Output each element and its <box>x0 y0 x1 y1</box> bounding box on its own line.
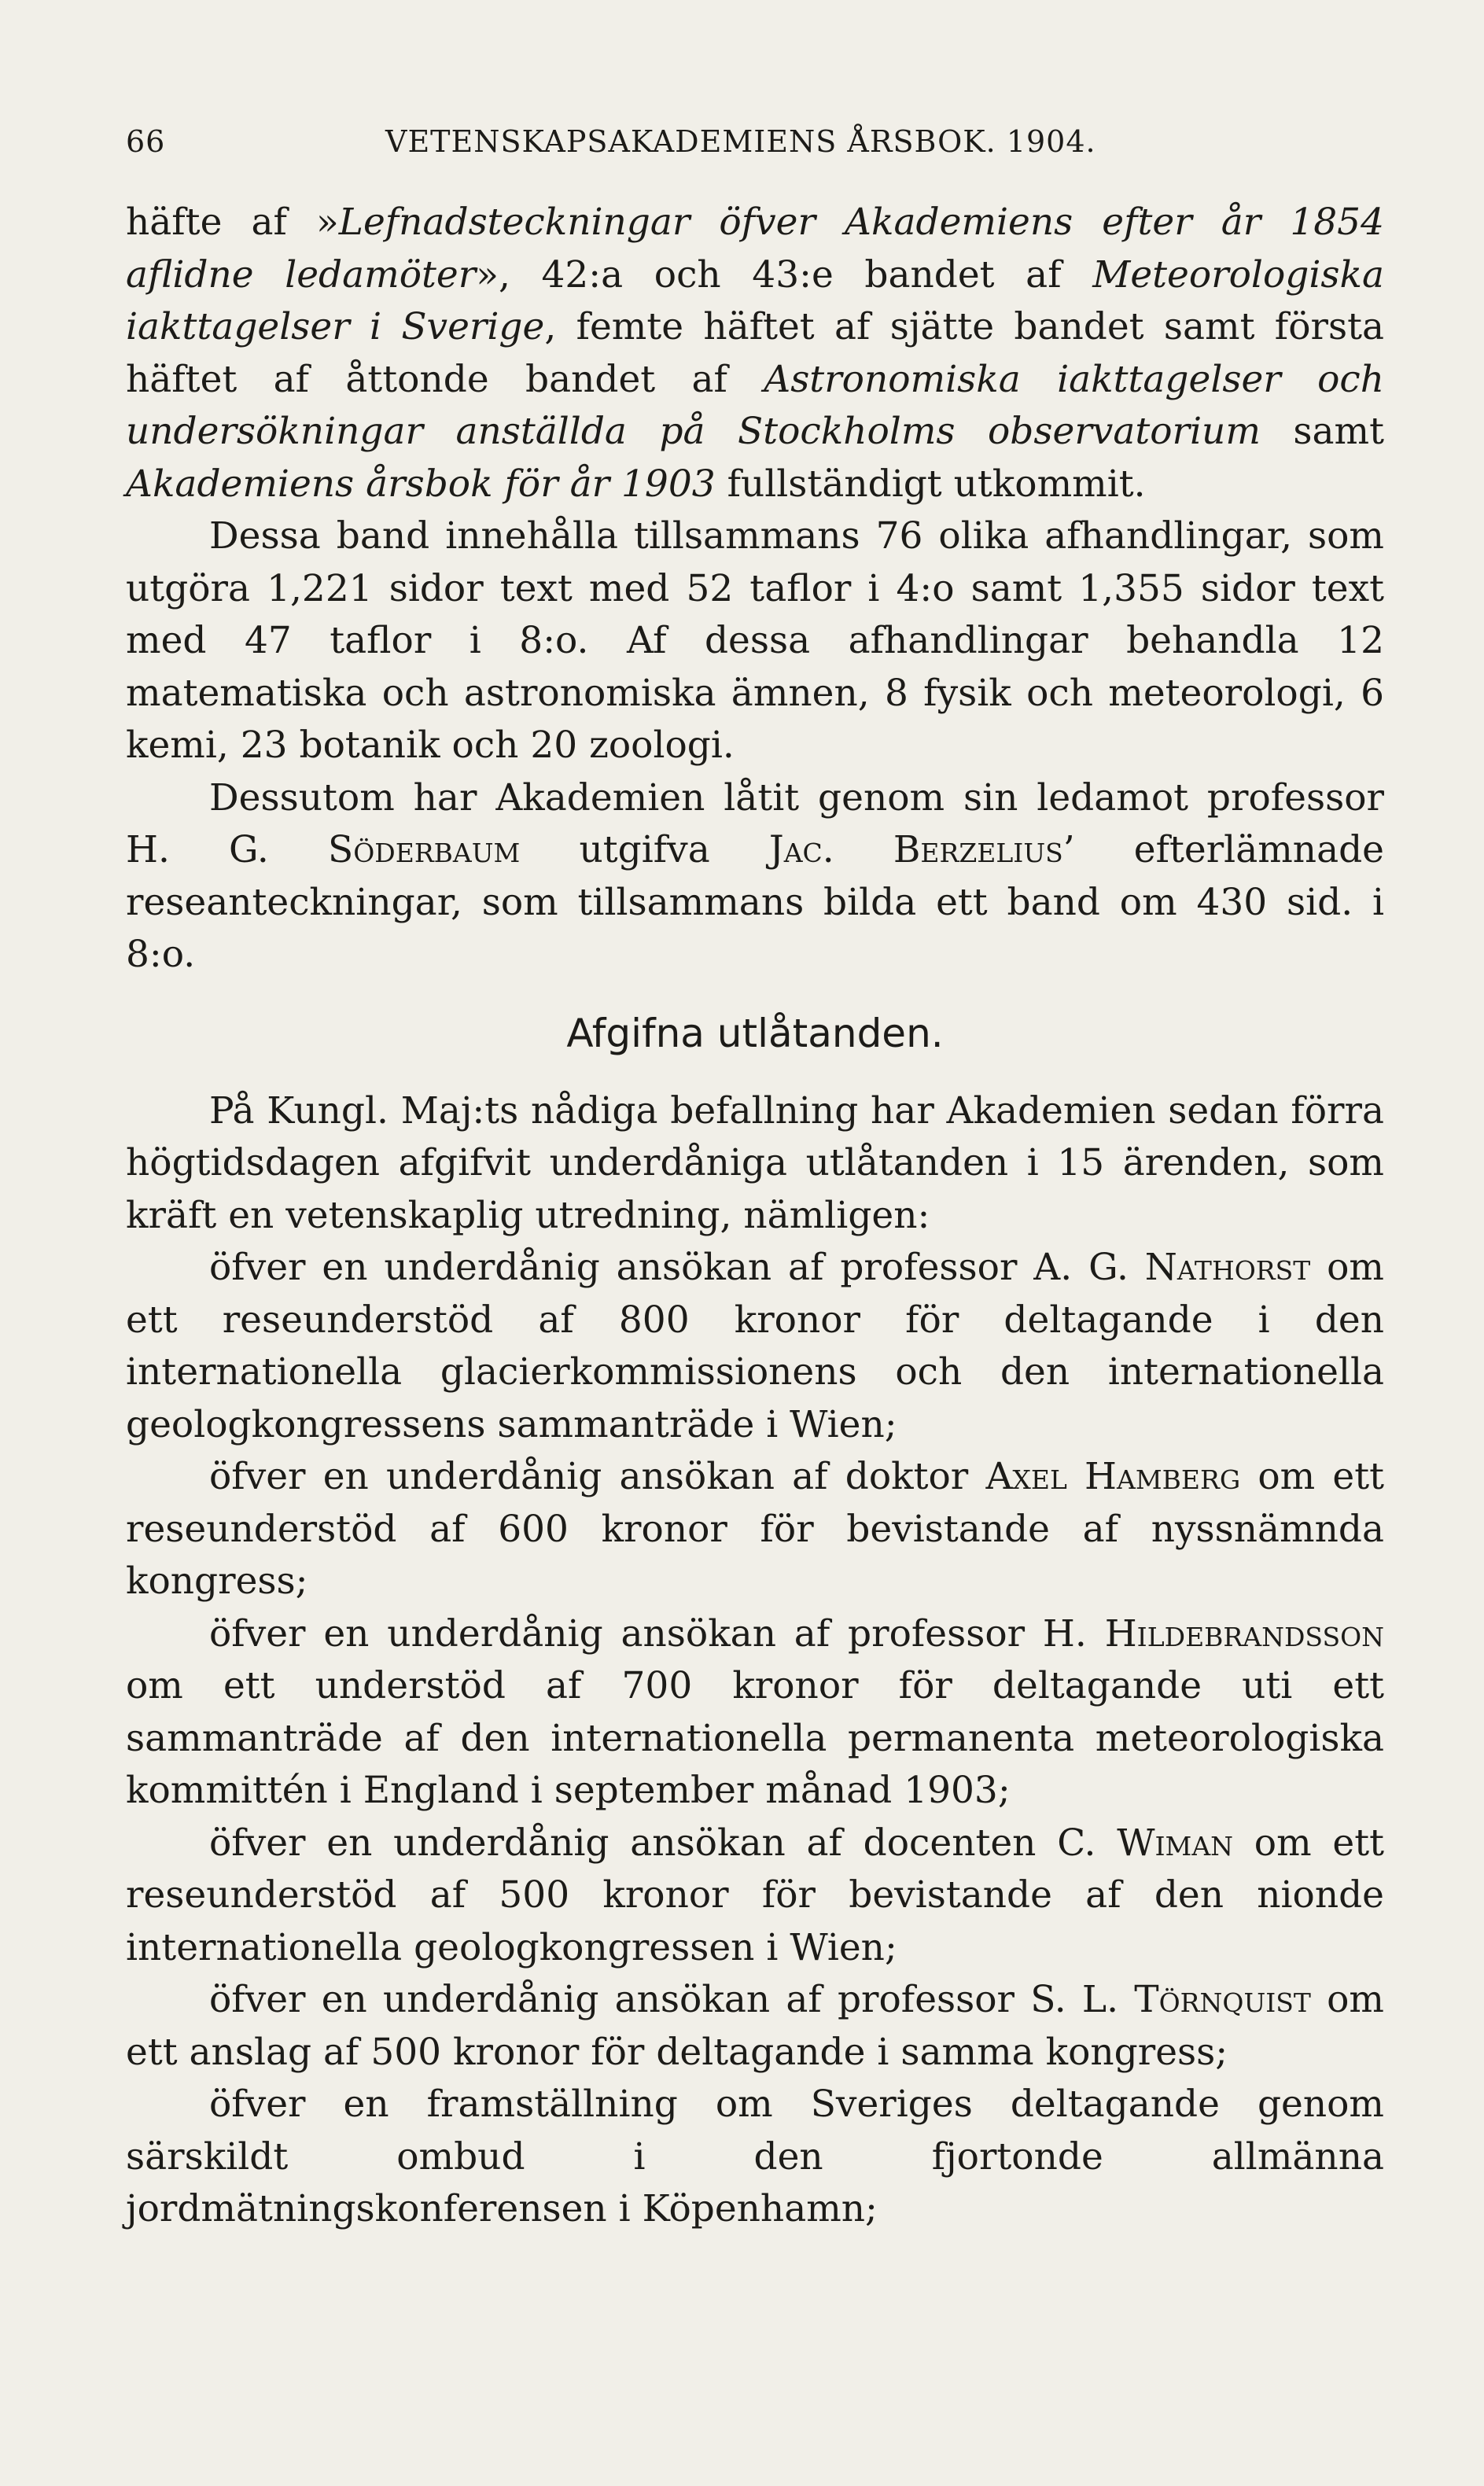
text-run: öfver en underdånig ansökan af doktor <box>209 1455 986 1498</box>
person-name: Nathorst <box>1144 1246 1311 1289</box>
paragraph-volumes: Dessa band innehålla tillsammans 76 olika afhandlingar, som utgöra 1,221 sidor text med 52 taflor i 4:o samt 1,355 sidor text med 47 taflor i 8:o. Af dessa afhandlingar behandla 12 matematiska och astronomiska ämnen, 8 fysik och meteorologi, 6 kemi, 23 botanik och 20 zoologi. <box>126 514 1384 767</box>
list-item-hamberg <box>126 1451 1384 1608</box>
person-name: Törnquist <box>1134 1978 1311 2021</box>
text-run: öfver en underdånig ansökan af professor H. <box>209 1611 1105 1655</box>
text-run: Dessutom har Akademien låtit genom sin ledamot professor H. G. <box>126 775 1384 871</box>
paragraph-publications <box>126 197 1384 510</box>
text-run: öfver en underdånig ansökan af professor S. L. <box>209 1978 1135 2021</box>
text-run: ’ efterlämnade reseanteckningar, som tillsammans bilda ett band om 430 sid. i 8:o. <box>126 828 1384 976</box>
person-name: Wiman <box>1117 1821 1234 1865</box>
text-run: fullständigt utkommit. <box>715 462 1146 506</box>
page-number: 66 <box>126 124 166 159</box>
text-run: om ett anslag af 500 kronor för deltagande i samma kongress; <box>126 1978 1384 2074</box>
text-run: öfver en underdånig ansökan af docenten C. <box>209 1821 1118 1865</box>
italic-title: Meteorologiska iakttagelser i Sverige <box>126 252 1384 348</box>
list-item-wiman <box>126 1818 1384 1975</box>
list-item-jordmatning: öfver en framställning om Sveriges deltagande genom särskildt ombud i den fjortonde allmänna jordmätningskonferensen i Köpenhamn; <box>126 2083 1384 2230</box>
text-run: », 42:a och 43:e bandet af <box>476 252 1093 296</box>
italic-title: Astronomiska iakttagelser och undersökningar anställda på Stockholms observatorium <box>126 357 1384 453</box>
text-run: öfver en underdånig ansökan af professor A. G. <box>209 1246 1145 1289</box>
body-text <box>126 197 1384 2236</box>
page-header <box>126 118 1384 165</box>
list-item-hildebrandsson <box>126 1608 1384 1818</box>
running-title: VETENSKAPSAKADEMIENS ÅRSBOK. 1904. <box>385 124 1096 159</box>
text-run: om ett understöd af 700 kronor för deltagande uti ett sammanträde af den internationella permanenta meteorologiska kommittén i England i september månad 1903; <box>126 1664 1384 1812</box>
text-run: om ett reseunderstöd af 600 kronor för bevistande af nyssnämnda kongress; <box>126 1455 1384 1603</box>
text-run: om ett reseunderstöd af 800 kronor för deltagande i den internationella glacierkommissionens och den internationella geologkongressens sammanträde i Wien; <box>126 1246 1385 1446</box>
text-run: häfte af » <box>126 201 339 244</box>
list-item-nathorst <box>126 1242 1384 1451</box>
text-run: utgifva <box>520 828 769 871</box>
paragraph-berzelius <box>126 772 1384 982</box>
list-item-tornquist <box>126 1974 1384 2079</box>
person-name: Hildebrandsson <box>1104 1611 1384 1655</box>
person-name: Axel Hamberg <box>985 1455 1241 1498</box>
person-name: Jac. Berzelius <box>768 828 1063 871</box>
paragraph-intro: På Kungl. Maj:ts nådiga befallning har Akademien sedan förra högtidsdagen afgifvit underdåniga utlåtanden i 15 ärenden, som kräft en vetenskaplig utredning, nämligen: <box>126 1088 1384 1237</box>
text-run: om ett reseunderstöd af 500 kronor för bevistande af den nionde internationella geologkongressen i Wien; <box>126 1821 1384 1969</box>
text-run: , femte häftet af sjätte bandet samt första häftet af åttonde bandet af <box>126 305 1384 401</box>
italic-title: Akademiens årsbok för år 1903 <box>126 462 716 506</box>
person-name: Söderbaum <box>328 828 521 871</box>
text-run: samt <box>1260 410 1385 453</box>
section-heading: Afgifna utlåtanden. <box>566 1010 944 1056</box>
italic-title: Lefnadsteckningar öfver Akademiens efter år 1854 aflidne ledamöter <box>126 201 1384 296</box>
